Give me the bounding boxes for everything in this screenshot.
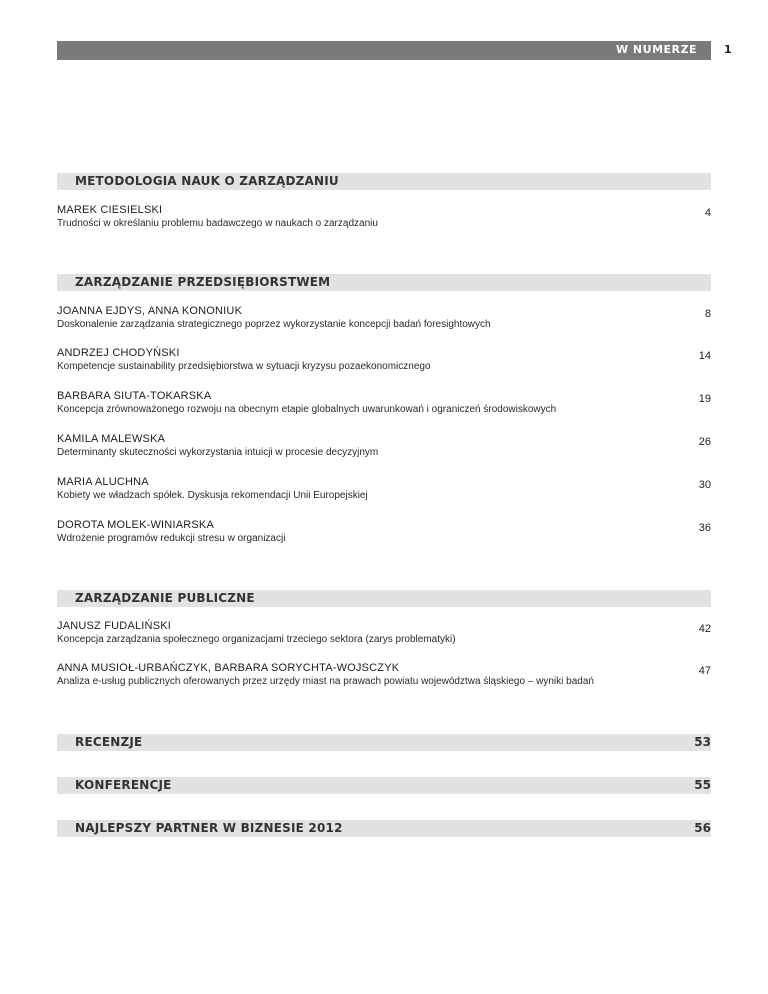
entry-author: DOROTA MOLEK-WINIARSKA (57, 519, 214, 531)
entry-page: 4 (704, 207, 711, 219)
toc-entry[interactable] (57, 519, 711, 551)
entry-title: Koncepcja zarządzania społecznego organizacjami trzeciego sektora (zarys problematyki) (57, 634, 456, 645)
entry-title: Trudności w określaniu problemu badawczego w naukach o zarządzaniu (57, 218, 378, 229)
header-title: W NUMERZE (615, 43, 697, 56)
entry-author: BARBARA SIUTA-TOKARSKA (57, 390, 212, 402)
entry-author: MARIA ALUCHNA (57, 476, 149, 488)
toc-entry[interactable] (57, 433, 711, 465)
toc-entry[interactable] (57, 476, 711, 508)
toc-entry[interactable] (57, 347, 711, 379)
toc-entry[interactable] (57, 305, 711, 337)
entry-page: 30 (698, 479, 711, 491)
entry-author: JOANNA EJDYS, ANNA KONONIUK (57, 305, 243, 317)
section-title: KONFERENCJE (75, 778, 172, 792)
entry-title: Wdrożenie programów redukcji stresu w organizacji (57, 533, 286, 544)
entry-title: Koncepcja zrównoważonego rozwoju na obecnym etapie globalnych uwarunkowań i ograniczeń środowiskowych (57, 404, 557, 415)
section-header-najlepszy-partner[interactable] (57, 820, 711, 837)
section-header-publiczne (57, 590, 711, 607)
section-title: ZARZĄDZANIE PRZEDSIĘBIORSTWEM (75, 275, 331, 289)
section-title: RECENZJE (75, 735, 143, 749)
entry-page: 19 (698, 393, 711, 405)
entry-title: Kompetencje sustainability przedsiębiorstwa w sytuacji kryzysu pozaekonomicznego (57, 361, 431, 372)
entry-title: Doskonalenie zarządzania strategicznego poprzez wykorzystanie koncepcji badań foresightowych (57, 319, 491, 330)
section-title: METODOLOGIA NAUK O ZARZĄDZANIU (75, 174, 339, 188)
section-page: 56 (694, 821, 711, 835)
entry-page: 26 (698, 436, 711, 448)
section-header-metodologia (57, 173, 711, 190)
entry-author: ANNA MUSIOŁ-URBAŃCZYK, BARBARA SORYCHTA-WOJSCZYK (57, 662, 400, 674)
section-page: 53 (694, 735, 711, 749)
entry-page: 42 (698, 623, 711, 635)
section-header-przedsiebiorstwem (57, 274, 711, 291)
entry-author: JANUSZ FUDALIŃSKI (57, 620, 172, 632)
entry-title: Determinanty skuteczności wykorzystania intuicji w procesie decyzyjnym (57, 447, 379, 458)
toc-entry[interactable] (57, 204, 711, 236)
section-page: 55 (694, 778, 711, 792)
toc-entry[interactable] (57, 390, 711, 422)
section-title: ZARZĄDZANIE PUBLICZNE (75, 591, 255, 605)
entry-author: MAREK CIESIELSKI (57, 204, 163, 216)
section-header-konferencje[interactable] (57, 777, 711, 794)
entry-page: 14 (698, 350, 711, 362)
entry-title: Kobiety we władzach spółek. Dyskusja rekomendacji Unii Europejskiej (57, 490, 368, 501)
entry-page: 47 (698, 665, 711, 677)
header-bar (57, 41, 711, 60)
toc-entry[interactable] (57, 620, 711, 652)
entry-page: 36 (698, 522, 711, 534)
entry-page: 8 (704, 308, 711, 320)
entry-title: Analiza e-usług publicznych oferowanych przez urzędy miast na prawach powiatu województwa śląskiego – wyniki badań (57, 676, 594, 687)
toc-entry[interactable] (57, 662, 711, 694)
page-number: 1 (724, 43, 732, 56)
section-title: NAJLEPSZY PARTNER W BIZNESIE 2012 (75, 821, 343, 835)
section-header-recenzje[interactable] (57, 734, 711, 751)
entry-author: ANDRZEJ CHODYŃSKI (57, 347, 180, 359)
entry-author: KAMILA MALEWSKA (57, 433, 166, 445)
